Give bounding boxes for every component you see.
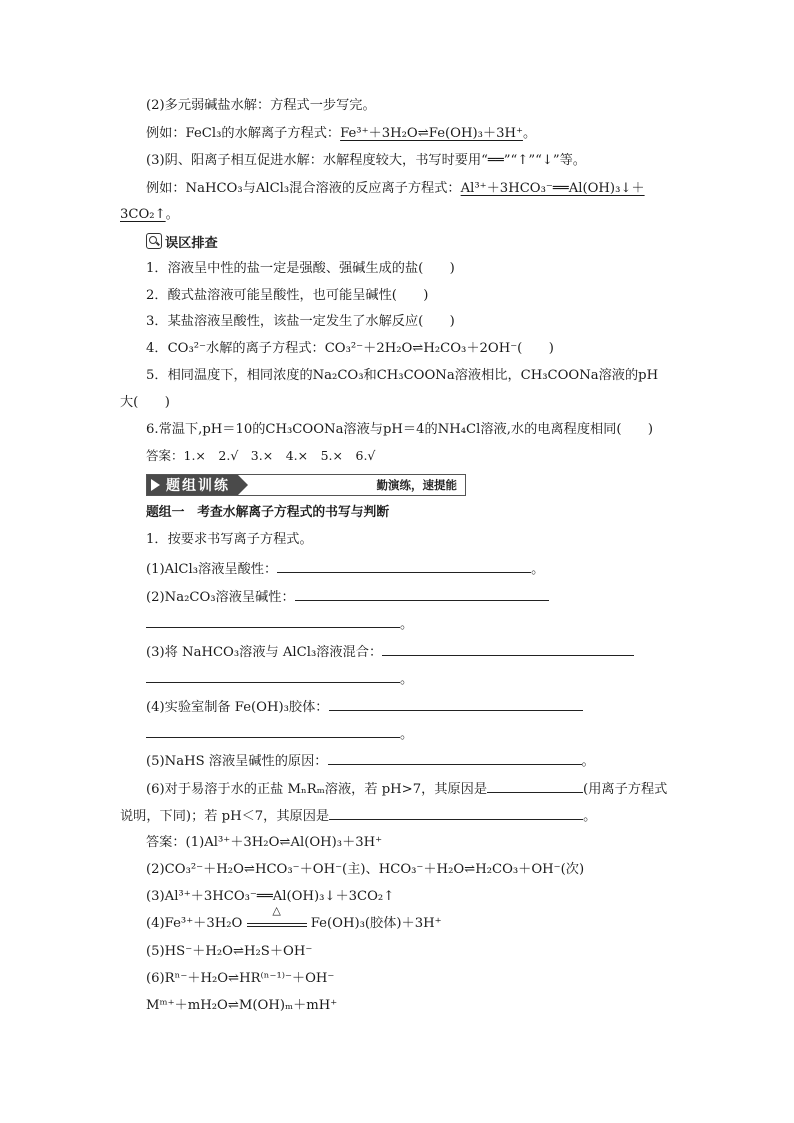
answer-blank-4a[interactable] xyxy=(329,698,583,711)
period: 。 xyxy=(583,809,597,824)
sub-question-1 xyxy=(146,560,544,579)
intro-p2-example xyxy=(146,125,536,143)
question-1: 1．按要求书写离子方程式。 xyxy=(146,532,313,547)
intro-p3-title: (3)阴、阳离子相互促进水解：水解程度较大，书写时要用“══”“↑”“↓”等。 xyxy=(146,153,586,168)
answer-blank-3a[interactable] xyxy=(382,643,634,656)
error-check-answer: 答案：1.× 2.√ 3.× 4.× 5.× 6.√ xyxy=(146,448,376,463)
sub-question-6-text-c: 说明，下同)；若 pH＜7，其原因是 xyxy=(120,809,330,824)
answer-line-1: 答案：(1)Al³⁺＋3H₂O⇌Al(OH)₃＋3H⁺ xyxy=(146,835,383,850)
sub-question-2-text: (2)Na₂CO₃溶液呈碱性： xyxy=(146,590,295,605)
banner-title: 题组训练 xyxy=(166,478,230,494)
sub-question-6 xyxy=(146,780,667,799)
period: 。 xyxy=(400,617,414,632)
error-item-4: 4．CO₃²⁻水解的离子方程式：CO₃²⁻＋2H₂O⇌H₂CO₃＋2OH⁻( ) xyxy=(146,341,554,356)
sub-question-3-cont xyxy=(146,670,413,689)
intro-p2-end: 。 xyxy=(522,126,537,141)
intro-p2-example-prefix: 例如：FeCl₃的水解离子方程式： xyxy=(146,126,341,141)
answer-blank-6a[interactable] xyxy=(487,780,583,793)
banner-title-block xyxy=(147,475,238,495)
error-item-5: 5．相同温度下，相同浓度的Na₂CO₃和CH₃COONa溶液相比，CH₃COONa溶液的pH xyxy=(146,368,659,383)
sub-question-2-cont xyxy=(146,615,413,634)
answer-blank-1[interactable] xyxy=(277,560,531,573)
answer-line-6: (6)Rⁿ⁻＋H₂O⇌HR⁽ⁿ⁻¹⁾⁻＋OH⁻ xyxy=(146,971,335,986)
period: 。 xyxy=(400,727,414,742)
intro-p3-example-cont xyxy=(120,206,179,224)
intro-p3-example xyxy=(146,180,645,198)
sub-question-2 xyxy=(146,588,549,607)
sub-question-6-text-a: (6)对于易溶于水的正盐 MₙRₘ溶液，若 pH>7，其原因是 xyxy=(146,782,488,797)
error-item-5-cont: 大( ) xyxy=(120,395,170,410)
heat-condition-arrow xyxy=(247,904,307,927)
practice-banner xyxy=(146,474,466,496)
period: 。 xyxy=(531,562,545,577)
error-item-1: 1．溶液呈中性的盐一定是强酸、强碱生成的盐( ) xyxy=(146,261,455,276)
answer-blank-5[interactable] xyxy=(328,752,582,765)
intro-p3-equation-part1: Al³⁺＋3HCO₃⁻══Al(OH)₃↓＋ xyxy=(460,181,645,196)
answer-blank-6b[interactable] xyxy=(329,807,583,820)
heat-symbol: △ xyxy=(272,904,281,917)
intro-p2-equation: Fe³⁺＋3H₂O⇌Fe(OH)₃＋3H⁺ xyxy=(340,126,523,141)
answer-4-left: (4)Fe³⁺＋3H₂O xyxy=(146,916,243,931)
error-item-6: 6.常温下,pH＝10的CH₃COONa溶液与pH＝4的NH₄Cl溶液,水的电离程度相同( ) xyxy=(146,422,654,437)
sub-question-3 xyxy=(146,643,634,662)
group1-title: 题组一 考查水解离子方程式的书写与判断 xyxy=(146,505,390,520)
error-check-heading xyxy=(146,233,218,253)
answer-blank-2a[interactable] xyxy=(295,588,549,601)
sub-question-3-text: (3)将 NaHCO₃溶液与 AlCl₃溶液混合： xyxy=(146,645,383,660)
error-item-3: 3．某盐溶液呈酸性，该盐一定发生了水解反应( ) xyxy=(146,314,455,329)
answer-line-2: (2)CO₃²⁻＋H₂O⇌HCO₃⁻＋OH⁻(主)、HCO₃⁻＋H₂O⇌H₂CO₃＋OH⁻(次) xyxy=(146,862,585,877)
error-item-2: 2．酸式盐溶液可能呈酸性，也可能呈碱性( ) xyxy=(146,288,429,303)
intro-p3-equation-part2: 3CO₂↑ xyxy=(120,207,166,222)
sub-question-4-cont xyxy=(146,725,413,744)
sub-question-4-text: (4)实验室制备 Fe(OH)₃胶体： xyxy=(146,700,329,715)
sub-question-4 xyxy=(146,698,583,717)
equals-arrow xyxy=(247,923,307,927)
error-check-heading-text: 误区排查 xyxy=(165,236,218,251)
intro-p3-example-prefix: 例如：NaHCO₃与AlCl₃混合溶液的反应离子方程式： xyxy=(146,181,461,196)
banner-tagline: 勤演练，速提能 xyxy=(376,478,457,492)
answer-line-4 xyxy=(146,904,442,933)
period: 。 xyxy=(400,672,414,687)
sub-question-6-cont xyxy=(120,807,596,826)
answer-4-right: Fe(OH)₃(胶体)＋3H⁺ xyxy=(310,916,442,931)
play-arrow-icon xyxy=(151,479,160,491)
period: 。 xyxy=(581,754,595,769)
answer-blank-3b[interactable] xyxy=(146,670,400,683)
magnifier-icon xyxy=(146,233,162,249)
answer-line-5: (5)HS⁻＋H₂O⇌H₂S＋OH⁻ xyxy=(146,944,313,959)
sub-question-5-text: (5)NaHS 溶液呈碱性的原因： xyxy=(146,754,328,769)
sub-question-6-text-b: (用离子方程式 xyxy=(583,782,668,797)
answer-blank-4b[interactable] xyxy=(146,725,400,738)
intro-p3-end: 。 xyxy=(165,207,179,222)
answer-line-7: Mᵐ⁺＋mH₂O⇌M(OH)ₘ＋mH⁺ xyxy=(146,998,338,1013)
answer-blank-2b[interactable] xyxy=(146,615,400,628)
answer-line-3: (3)Al³⁺＋3HCO₃⁻══Al(OH)₃↓＋3CO₂↑ xyxy=(146,889,395,904)
intro-p2-title: (2)多元弱碱盐水解：方程式一步写完。 xyxy=(146,98,376,113)
sub-question-5 xyxy=(146,752,595,771)
sub-question-1-text: (1)AlCl₃溶液呈酸性： xyxy=(146,562,278,577)
